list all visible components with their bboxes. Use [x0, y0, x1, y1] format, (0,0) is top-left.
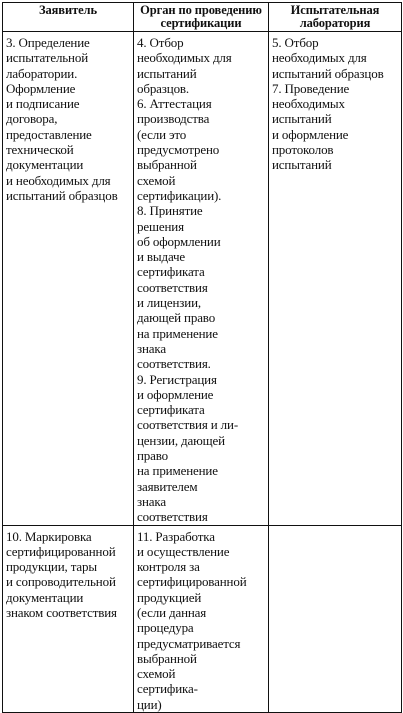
column-header-certification-body — [134, 3, 269, 32]
certification-procedure-table — [2, 2, 402, 713]
cell-certification-body — [134, 525, 269, 713]
cell-applicant-text: 10. Маркировка сертифицированной продукции, тары и сопроводительной документации знаком соответствия — [6, 528, 117, 620]
table-row — [3, 32, 402, 526]
table-header-row — [3, 3, 402, 32]
cell-testing-laboratory — [269, 32, 402, 526]
cell-certification-body-text: 4. Отбор необходимых для испытаний образцов. 6. Аттестация производства (если это предусмотрено выбранной схемой сертификации). 8. Принятие решения об оформлении и выдаче сертификата соответствия и лицензии, дающей право на применение знака соответствия. 9. Регистрация и оформление сертификата соответствия и ли- цензии, дающей право на применение заявителем знака соответствия — [137, 35, 239, 525]
column-header-testing-laboratory — [269, 3, 402, 32]
cell-testing-laboratory — [269, 525, 402, 713]
cell-certification-body — [134, 32, 269, 526]
cell-applicant-text: 3. Определение испытательной лаборатории. Оформление и подписание договора, предоставление технической документации и необходимых для испытаний образцов — [6, 35, 118, 203]
cell-testing-laboratory-text: 5. Отбор необходимых для испытаний образцов 7. Проведение необходимых испытаний и оформление протоколов испытаний — [272, 35, 384, 173]
table-row — [3, 525, 402, 713]
column-header-applicant — [3, 3, 134, 32]
column-header-applicant-text: Заявитель — [39, 3, 97, 17]
cell-certification-body-text: 11. Разработка и осуществление контроля за сертифицированной продукцией (если данная процедура предусматривается выбранной схемой сертифика- ции) — [137, 528, 247, 712]
cell-applicant — [3, 525, 134, 713]
cell-applicant — [3, 32, 134, 526]
column-header-testing-laboratory-text: Испытательная лаборатория — [290, 3, 380, 30]
column-header-certification-body-text: Орган по проведению сертификации — [140, 3, 262, 30]
